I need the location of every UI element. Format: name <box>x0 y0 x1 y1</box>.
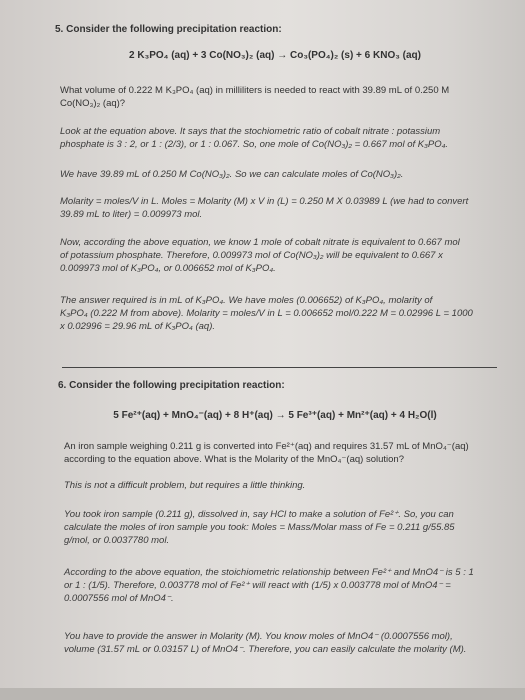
answer-line: According to the above equation, the stoichiometric relationship between Fe²⁺ and MnO4⁻ is 5 : 1 <box>64 567 474 578</box>
problem-6-answer-para-1 <box>64 479 514 492</box>
problem-6-answer-para-4 <box>64 630 516 656</box>
problem-5-answer-para-4 <box>60 236 510 275</box>
answer-line: Now, according the above equation, we know 1 mole of cobalt nitrate is equivalent to 0.667 mol <box>60 237 460 248</box>
section-divider <box>62 367 497 368</box>
problem-5-answer-para-2 <box>60 168 510 181</box>
answer-line: or 1 : (1/5). Therefore, 0.003778 mol of Fe²⁺ will react with (1/5) x 0.003778 mol of MnO4⁻ = <box>64 580 451 591</box>
answer-line: of potassium phosphate. Therefore, 0.009973 mol of Co(NO₃)₂ will be equivalent to 0.667 x <box>60 250 443 261</box>
answer-line: The answer required is in mL of K₃PO₄. We have moles (0.006652) of K₃PO₄, molarity of <box>60 295 433 306</box>
answer-line: 0.0007556 mol of MnO4⁻. <box>64 593 174 604</box>
answer-line: Look at the equation above. It says that the stochiometric ratio of cobalt nitrate : potassium <box>60 126 441 137</box>
answer-line: 39.89 mL to liter) = 0.009973 mol. <box>60 209 203 220</box>
problem-6-answer-para-2 <box>64 508 516 547</box>
problem-5-question <box>60 84 510 110</box>
question-line: An iron sample weighing 0.211 g is converted into Fe²⁺(aq) and requires 31.57 mL of MnO₄⁻(aq) <box>64 441 469 452</box>
answer-line: calculate the moles of iron sample you took: Moles = Mass/Molar mass of Fe = 0.211 g/55.85 <box>64 522 455 533</box>
problem-6-equation: 5 Fe²⁺(aq) + MnO₄⁻(aq) + 8 H⁺(aq) → 5 Fe³⁺(aq) + Mn²⁺(aq) + 4 H₂O(l) <box>113 410 437 421</box>
answer-line: You took iron sample (0.211 g), dissolved in, say HCl to make a solution of Fe²⁺. So, you can <box>64 509 454 520</box>
question-line: according to the equation above. What is the Molarity of the MnO₄⁻(aq) solution? <box>64 454 404 465</box>
answer-line: phosphate is 3 : 2, or 1 : (2/3), or 1 : 0.067. So, one mole of Co(NO₃)₂ = 0.667 mol of K₃PO₄. <box>60 139 449 150</box>
problem-5-equation: 2 K₃PO₄ (aq) + 3 Co(NO₃)₂ (aq) → Co₃(PO₄)₂ (s) + 6 KNO₃ (aq) <box>129 50 421 61</box>
problem-6-answer-para-3 <box>64 566 516 605</box>
problem-5-answer-para-3 <box>60 195 510 221</box>
problem-6-question <box>64 440 516 466</box>
problem-5-answer-para-1 <box>60 125 510 151</box>
answer-line: 0.009973 mol of K₃PO₄, or 0.006652 mol of K₃PO₄. <box>60 263 276 274</box>
answer-line: You have to provide the answer in Molarity (M). You know moles of MnO4⁻ (0.0007556 mol), <box>64 631 453 642</box>
answer-line: volume (31.57 mL or 0.03157 L) of MnO4⁻. Therefore, you can easily calculate the molarity (M). <box>64 644 467 655</box>
answer-line: We have 39.89 mL of 0.250 M Co(NO₃)₂. So we can calculate moles of Co(NO₃)₂. <box>60 169 404 180</box>
problem-5-heading: 5. Consider the following precipitation reaction: <box>55 24 282 35</box>
problem-6-heading: 6. Consider the following precipitation reaction: <box>58 380 285 391</box>
answer-line: Molarity = moles/V in L. Moles = Molarity (M) x V in (L) = 0.250 M X 0.03989 L (we had to convert <box>60 196 469 207</box>
problem-5-answer-para-5 <box>60 294 512 333</box>
answer-line: K₃PO₄ (0.222 M from above). Molarity = moles/V in L = 0.006652 mol/0.222 M = 0.02996 L = 1000 <box>60 308 473 319</box>
answer-line: g/mol, or 0.0037780 mol. <box>64 535 170 546</box>
page-shadow <box>0 688 525 700</box>
question-line: What volume of 0.222 M K₃PO₄ (aq) in milliliters is needed to react with 39.89 mL of 0.250 M <box>60 85 450 96</box>
question-line: Co(NO₃)₂ (aq)? <box>60 98 126 109</box>
answer-line: This is not a difficult problem, but requires a little thinking. <box>64 480 306 491</box>
answer-line: x 0.02996 = 29.96 mL of K₃PO₄ (aq). <box>60 321 216 332</box>
